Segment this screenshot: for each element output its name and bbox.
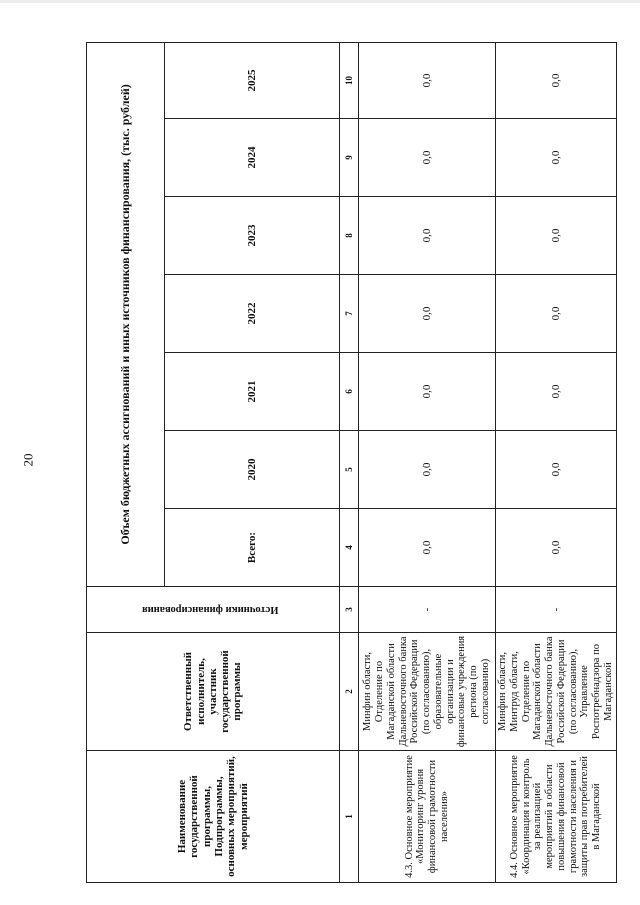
header-volume: Объем бюджетных ассигнований и иных источников финансирования, (тыс. рублей) (87, 42, 165, 586)
header-year-2021: 2021 (165, 353, 340, 431)
column-number-row (340, 42, 359, 882)
page-number: 20 (20, 453, 36, 467)
financing-table (86, 42, 617, 883)
row-value-2024: 0,0 (496, 119, 617, 197)
column-number: 2 (340, 633, 359, 751)
row-value-2023: 0,0 (496, 197, 617, 275)
header-year-2022: 2022 (165, 275, 340, 353)
column-number: 4 (340, 509, 359, 587)
header-source-cell (87, 587, 340, 633)
column-number: 9 (340, 119, 359, 197)
header-year-2024: 2024 (165, 119, 340, 197)
table-row (496, 42, 617, 882)
header-row-top (87, 42, 165, 882)
column-number: 8 (340, 197, 359, 275)
row-total: 0,0 (496, 509, 617, 587)
row-name: 4.3. Основное мероприятие «Мониторинг уровня финансовой грамотности населения» (359, 751, 496, 883)
column-number: 3 (340, 587, 359, 633)
row-value-2020: 0,0 (359, 431, 496, 509)
row-total: 0,0 (359, 509, 496, 587)
row-value-2024: 0,0 (359, 119, 496, 197)
rotated-table-wrapper (86, 43, 614, 883)
row-name: 4.4. Основное мероприятие «Координация и контроль за реализацией мероприятий в области повышения финансовой грамотности населения и защиты прав потребителей в Магаданской (496, 751, 617, 883)
table-row (359, 42, 496, 882)
scan-edge (0, 0, 640, 3)
column-number: 5 (340, 431, 359, 509)
column-number: 10 (340, 42, 359, 118)
column-number: 7 (340, 275, 359, 353)
row-value-2023: 0,0 (359, 197, 496, 275)
row-value-2022: 0,0 (359, 275, 496, 353)
header-name: Наименование государственной программы, Подпрограммы, основных мероприятий, мероприятий (87, 751, 340, 883)
header-executor: Ответственный исполнитель, участник государственной программы (87, 633, 340, 751)
header-year-2025: 2025 (165, 42, 340, 118)
row-executor: Минфин области, Отделение по Магаданской области Дальневосточного банка Российской Федерации (по согласованию), образовательные организации и финансовые учреждения региона (по согласованию) (359, 633, 496, 751)
header-year-2023: 2023 (165, 197, 340, 275)
header-total: Всего: (165, 509, 340, 587)
row-value-2021: 0,0 (496, 353, 617, 431)
column-number: 6 (340, 353, 359, 431)
row-value-2025: 0,0 (496, 42, 617, 118)
header-year-2020: 2020 (165, 431, 340, 509)
row-value-2025: 0,0 (359, 42, 496, 118)
row-source: - (496, 587, 617, 633)
row-source: - (359, 587, 496, 633)
row-value-2020: 0,0 (496, 431, 617, 509)
row-executor: Минфин области, Минтруд области, Отделение по Магаданской области Дальневосточного банка Российской Федерации (по согласованию), Управление Роспотребнадзора по Магаданской (496, 633, 617, 751)
row-value-2022: 0,0 (496, 275, 617, 353)
header-source: Источники финансирования (142, 604, 279, 616)
column-number: 1 (340, 751, 359, 883)
row-value-2021: 0,0 (359, 353, 496, 431)
